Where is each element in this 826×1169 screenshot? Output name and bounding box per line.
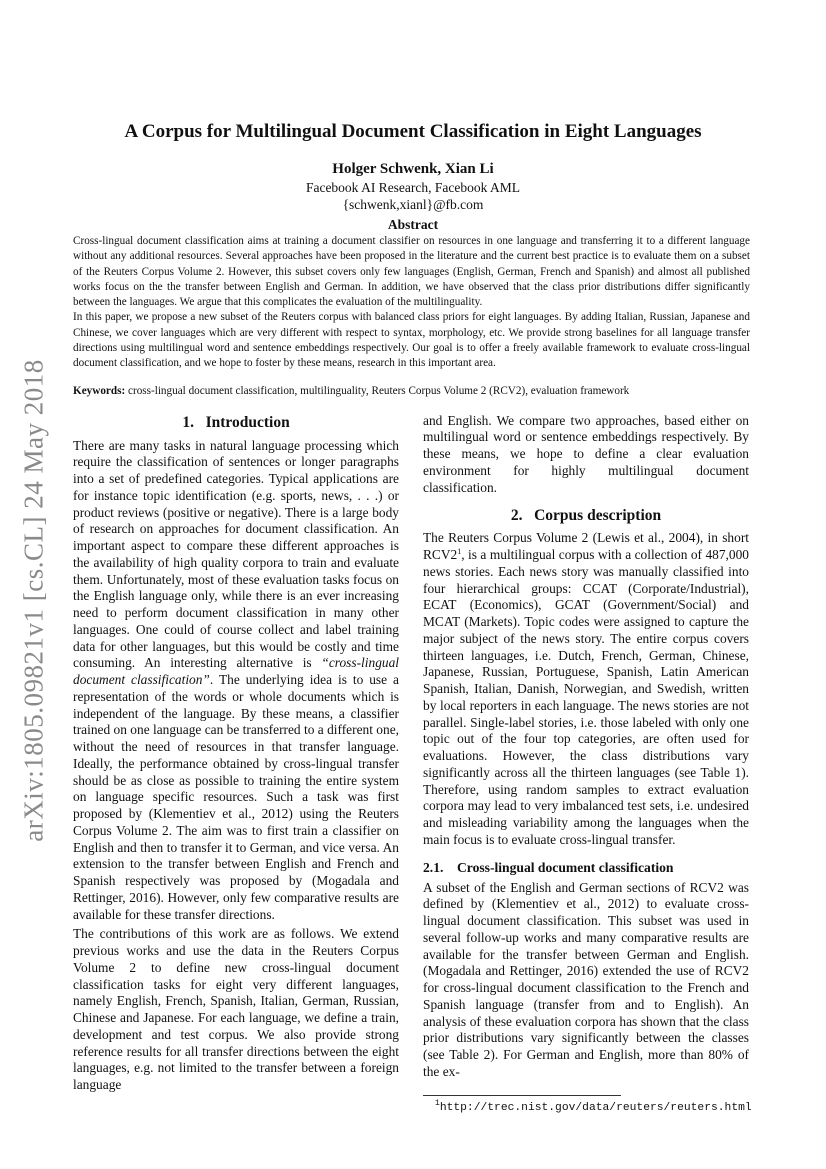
abstract-heading: Abstract [387, 217, 439, 232]
text: . The underlying idea is to use a representation of the words or whole documents which is independent of the language. By these means, a classifier trained on one language can be transferred to a different one, without the need of resources in that transfer language. Ideally, the performance obtained by cross-lingual transfer should be as close as possible to training the entire system on language specific resources. Such a task was first proposed by (Klementiev et al., 2012) using the Reuters Corpus Volume 2. The aim was to first train a classifier on English and then to transfer it to German, and vice versa. An extension to the transfer between English and French and Spanish respectively was proposed by (Mogadala and Rettinger, 2016). However, only few comparative results are available for these transfer directions. [73, 672, 399, 922]
body-columns [73, 413, 750, 1115]
cross-lingual-paragraph: A subset of the English and German sections of RCV2 was defined by (Klementiev et al., 2012) to evaluate cross-lingual document classification. This subset was used in several follow-up works and many comparative results are available for the transfer between German and English. (Mogadala and Rettinger, 2016) extended the use of RCV2 for cross-lingual document classification to the French and Spanish language (transfer from and to English). An analysis of these evaluation corpora has shown that the class prior distributions vary significantly between the classes (see Table 2). For German and English, more than 80% of the ex- [423, 879, 749, 1079]
footnote-mark: 1 [457, 547, 462, 557]
footnote-area [423, 1081, 752, 1115]
intro-paragraph [73, 438, 399, 924]
arxiv-stamp: arXiv:1805.09821v1 [cs.CL] 24 May 2018 [18, 359, 49, 842]
emphasis: “cross-lingual document classification” [73, 655, 399, 688]
footnote-mark: 1 [435, 1098, 440, 1108]
footnote-url[interactable]: http://trec.nist.gov/data/reuters/reuters.html [439, 1101, 752, 1114]
text: , is a multilingual corpus with a collection of 487,000 news stories. Each news story was manually classified into four hierarchical groups: CCAT (Corporate/Industrial), ECAT (Economics), GCAT (Government/Social) and MCAT (Markets). Topic codes were assigned to capture the major subject of the news story. The entire corpus covers thirteen languages, i.e. Dutch, French, German, Chinese, Japanese, Russian, Portuguese, Spanish, Latin American Spanish, Italian, Danish, Norwegian, and Swedish, written by local reporters in each language. The news stories are not parallel. Single-label stories, i.e. those labeled with only one topic out of the four top categories, are often used for evaluations. However, the class distributions vary significantly across all the thirteen languages (see Table 1). Therefore, using random samples to extract evaluation corpora may lead to very imbalanced test sets, i.e. undesired and misleading variability among the languages when the main focus is to evaluate cross-lingual transfer. [423, 547, 749, 847]
keywords [73, 384, 750, 399]
author-email: {schwenk,xianl}@fb.com [342, 197, 484, 212]
keywords-text: cross-lingual document classification, multilinguality, Reuters Corpus Volume 2 (RCV2), evaluation framework [125, 384, 630, 397]
text: There are many tasks in natural language processing which require the classification of sentences or longer paragraphs into a set of predefined categories. Typical applications are for instance topic identification (e.g. sports, news, . . .) or product reviews (positive or negative). There is a large body of research on approaches for document classification. An important aspect to compare these different approaches is the availability of high quality corpora to train and evaluate them. Unfortunately, most of these evaluation tasks focus on the English language only, while there is an ever increasing need to perform document classification in many other languages. One could of course collect and label training data for other languages, but this would be costly and time consuming. An interesting alternative is [73, 437, 399, 671]
abstract [73, 234, 750, 372]
abstract-paragraph: Cross-lingual document classification aims at training a document classifier on resources in one language and transferring it to a different language without any additional resources. Several approaches have been proposed in the literature and the current best practice is to evaluate them on a subset of the Reuters Corpus Volume 2. However, this subset covers only few languages (English, German, French and Spanish) and almost all published works focus on the the transfer between English and German. In addition, we have observed that the class prior distributions differ significantly between the languages. We argue that this complicates the evaluation of the multilinguality. [73, 235, 750, 309]
right-column [423, 412, 752, 1115]
section-heading-corpus-description: 2. Corpus description [510, 507, 662, 525]
corpus-paragraph [423, 530, 749, 848]
subsection-heading-cross-lingual: 2.1. Cross-lingual document classification [423, 859, 674, 875]
keywords-label: Keywords: [73, 384, 126, 397]
intro-paragraph-continued: and English. We compare two approaches, based either on multilingual word or sentence embeddings respectively. By these means, we hope to define a clear evaluation environment for highly multilingual document classification. [423, 412, 749, 495]
text: The Reuters Corpus Volume 2 (Lewis et al., 2004), in short RCV2 [423, 530, 749, 563]
intro-paragraph: The contributions of this work are as follows. We extend previous works and use the data in the Reuters Corpus Volume 2 to define new cross-lingual document classification tasks for eight very different languages, namely English, French, Spanish, Italian, German, Russian, Chinese and Japanese. For each language, we define a train, development and test corpus. We also provide strong reference results for all transfer directions between the eight languages, e.g. not limited to the transfer between a foreign language [73, 926, 399, 1093]
section-heading-introduction: 1. Introduction [182, 413, 290, 431]
paper-title: A Corpus for Multilingual Document Classification in Eight Languages [124, 121, 702, 142]
affiliation: Facebook AI Research, Facebook AML [305, 180, 521, 195]
authors: Holger Schwenk, Xian Li [332, 161, 494, 177]
left-column [73, 413, 399, 1115]
footnote [435, 1098, 752, 1115]
page-content [0, 120, 826, 1115]
abstract-paragraph: In this paper, we propose a new subset of the Reuters corpus with balanced class priors for eight languages. By adding Italian, Russian, Japanese and Chinese, we cover languages which are very different with respect to syntax, morphology, etc. We provide strong baselines for all language transfer directions using multilingual word and sentence embeddings respectively. Our goal is to offer a freely available framework to evaluate cross-lingual document classification, and we hope to foster by these means, research in this important area. [73, 311, 750, 370]
footnote-rule [423, 1095, 621, 1096]
